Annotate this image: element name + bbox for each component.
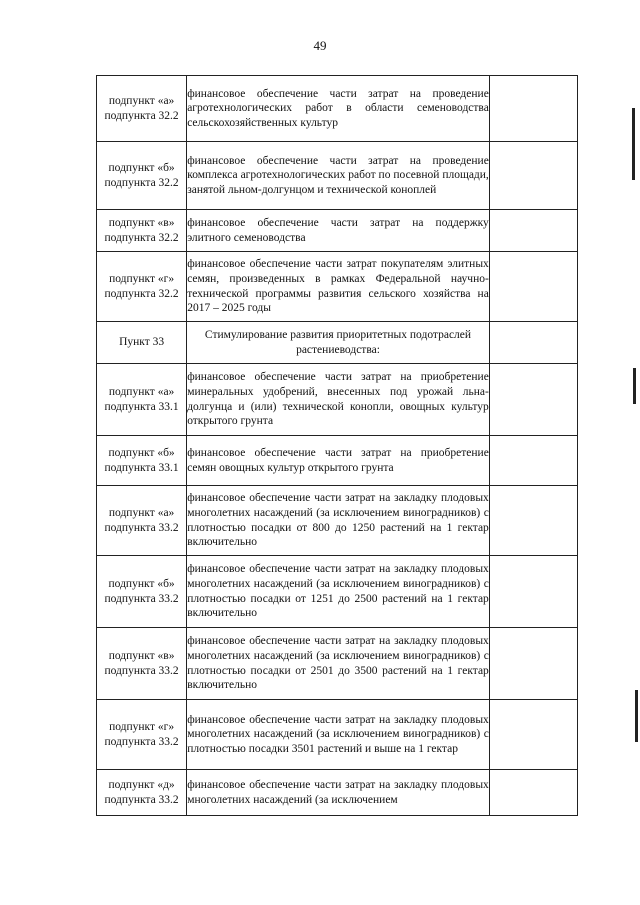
row-description-cell: финансовое обеспечение части затрат на приобретение минеральных удобрений, внесенных под урожай льна-долгунца и (или) технической конопли, овощных культур открытого грунта: [187, 364, 490, 436]
table-row: [97, 210, 578, 252]
row-reference-cell: [97, 210, 187, 252]
section-header-row: [97, 322, 578, 364]
empty-cell: [489, 76, 577, 142]
table-row: [97, 252, 578, 322]
row-reference-clause: подпункта 33.1: [104, 400, 179, 413]
row-reference-cell: [97, 700, 187, 770]
row-description-cell: финансовое обеспечение части затрат на проведение агротехнологических работ в области семеноводства сельскохозяйственных культур: [187, 76, 490, 142]
row-description-cell: финансовое обеспечение части затрат на закладку плодовых многолетних насаждений (за исключением виноградников) с плотностью посадки от 800 до 1250 растений на 1 гектар включительно: [187, 486, 490, 556]
table-row: [97, 556, 578, 628]
table-row: [97, 770, 578, 816]
row-reference-cell: [97, 486, 187, 556]
empty-cell: [489, 364, 577, 436]
empty-cell: [489, 556, 577, 628]
table-row: [97, 628, 578, 700]
empty-cell: [489, 142, 577, 210]
row-reference-item: подпункт «б»: [108, 577, 175, 590]
row-reference-item: подпункт «а»: [108, 94, 175, 107]
row-reference-item: подпункт «а»: [108, 506, 175, 519]
row-reference-cell: [97, 142, 187, 210]
row-description-cell: финансовое обеспечение части затрат на закладку плодовых многолетних насаждений (за исключением виноградников) с плотностью посадки от 1251 до 2500 растений на 1 гектар включительно: [187, 556, 490, 628]
row-reference-item: подпункт «д»: [108, 778, 175, 791]
section-title-cell: Стимулирование развития приоритетных подотраслей растениеводства:: [187, 322, 490, 364]
row-reference-cell: [97, 770, 187, 816]
row-reference-clause: подпункта 33.2: [104, 735, 179, 748]
row-reference-clause: подпункта 32.2: [104, 287, 179, 300]
row-reference-item: подпункт «г»: [109, 720, 175, 733]
row-description-cell: финансовое обеспечение части затрат покупателям элитных семян, произведенных в рамках Федеральной научно-технической программы развития сельского хозяйства на 2017 – 2025 годы: [187, 252, 490, 322]
row-reference-cell: [97, 322, 187, 364]
row-description-cell: финансовое обеспечение части затрат на приобретение семян овощных культур открытого грунта: [187, 436, 490, 486]
row-reference-item: подпункт «в»: [108, 649, 175, 662]
scan-artifact: [633, 368, 636, 404]
row-reference-cell: [97, 76, 187, 142]
row-reference-clause: подпункта 33.1: [104, 461, 179, 474]
document-table-body: [97, 76, 578, 816]
empty-cell: [489, 700, 577, 770]
row-reference-cell: [97, 436, 187, 486]
row-reference-clause: подпункта 33.2: [104, 521, 179, 534]
table-row: [97, 142, 578, 210]
empty-cell: [489, 436, 577, 486]
empty-cell: [489, 252, 577, 322]
table-row: [97, 700, 578, 770]
row-reference-cell: [97, 364, 187, 436]
row-reference-clause: подпункта 33.2: [104, 664, 179, 677]
empty-cell: [489, 486, 577, 556]
page-number: 49: [313, 38, 327, 53]
row-reference-clause: подпункта 33.2: [104, 592, 179, 605]
row-reference-cell: [97, 556, 187, 628]
row-reference-item: подпункт «в»: [108, 216, 175, 229]
empty-cell: [489, 770, 577, 816]
row-description-cell: финансовое обеспечение части затрат на закладку плодовых многолетних насаждений (за исключением виноградников) с плотностью посадки от 2501 до 3500 растений на 1 гектар включительно: [187, 628, 490, 700]
row-reference-cell: [97, 628, 187, 700]
row-description-cell: финансовое обеспечение части затрат на поддержку элитного семеноводства: [187, 210, 490, 252]
empty-cell: [489, 210, 577, 252]
row-reference-clause: подпункта 32.2: [104, 231, 179, 244]
row-reference-clause: подпункта 33.2: [104, 793, 179, 806]
table-row: [97, 436, 578, 486]
scan-artifact: [632, 108, 635, 180]
row-reference-item: подпункт «б»: [108, 446, 175, 459]
empty-cell: [489, 628, 577, 700]
row-reference-cell: [97, 252, 187, 322]
row-description-cell: финансовое обеспечение части затрат на проведение комплекса агротехнологических работ по посевной площади, занятой льном-долгунцом и технической коноплей: [187, 142, 490, 210]
table-row: [97, 486, 578, 556]
document-table: [96, 75, 578, 816]
empty-cell: [489, 322, 577, 364]
row-reference-clause: подпункта 32.2: [104, 176, 179, 189]
row-reference-item: Пункт 33: [119, 336, 165, 349]
row-reference-item: подпункт «а»: [108, 385, 175, 398]
row-reference-item: подпункт «б»: [108, 161, 175, 174]
row-description-cell: финансовое обеспечение части затрат на закладку плодовых многолетних насаждений (за исключением виноградников) с плотностью посадки 3501 растений и выше на 1 гектар: [187, 700, 490, 770]
table-row: [97, 364, 578, 436]
row-reference-clause: подпункта 32.2: [104, 109, 179, 122]
table-row: [97, 76, 578, 142]
row-reference-item: подпункт «г»: [109, 272, 175, 285]
row-description-cell: финансовое обеспечение части затрат на закладку плодовых многолетних насаждений (за исключением: [187, 770, 490, 816]
scan-artifact: [635, 690, 638, 742]
